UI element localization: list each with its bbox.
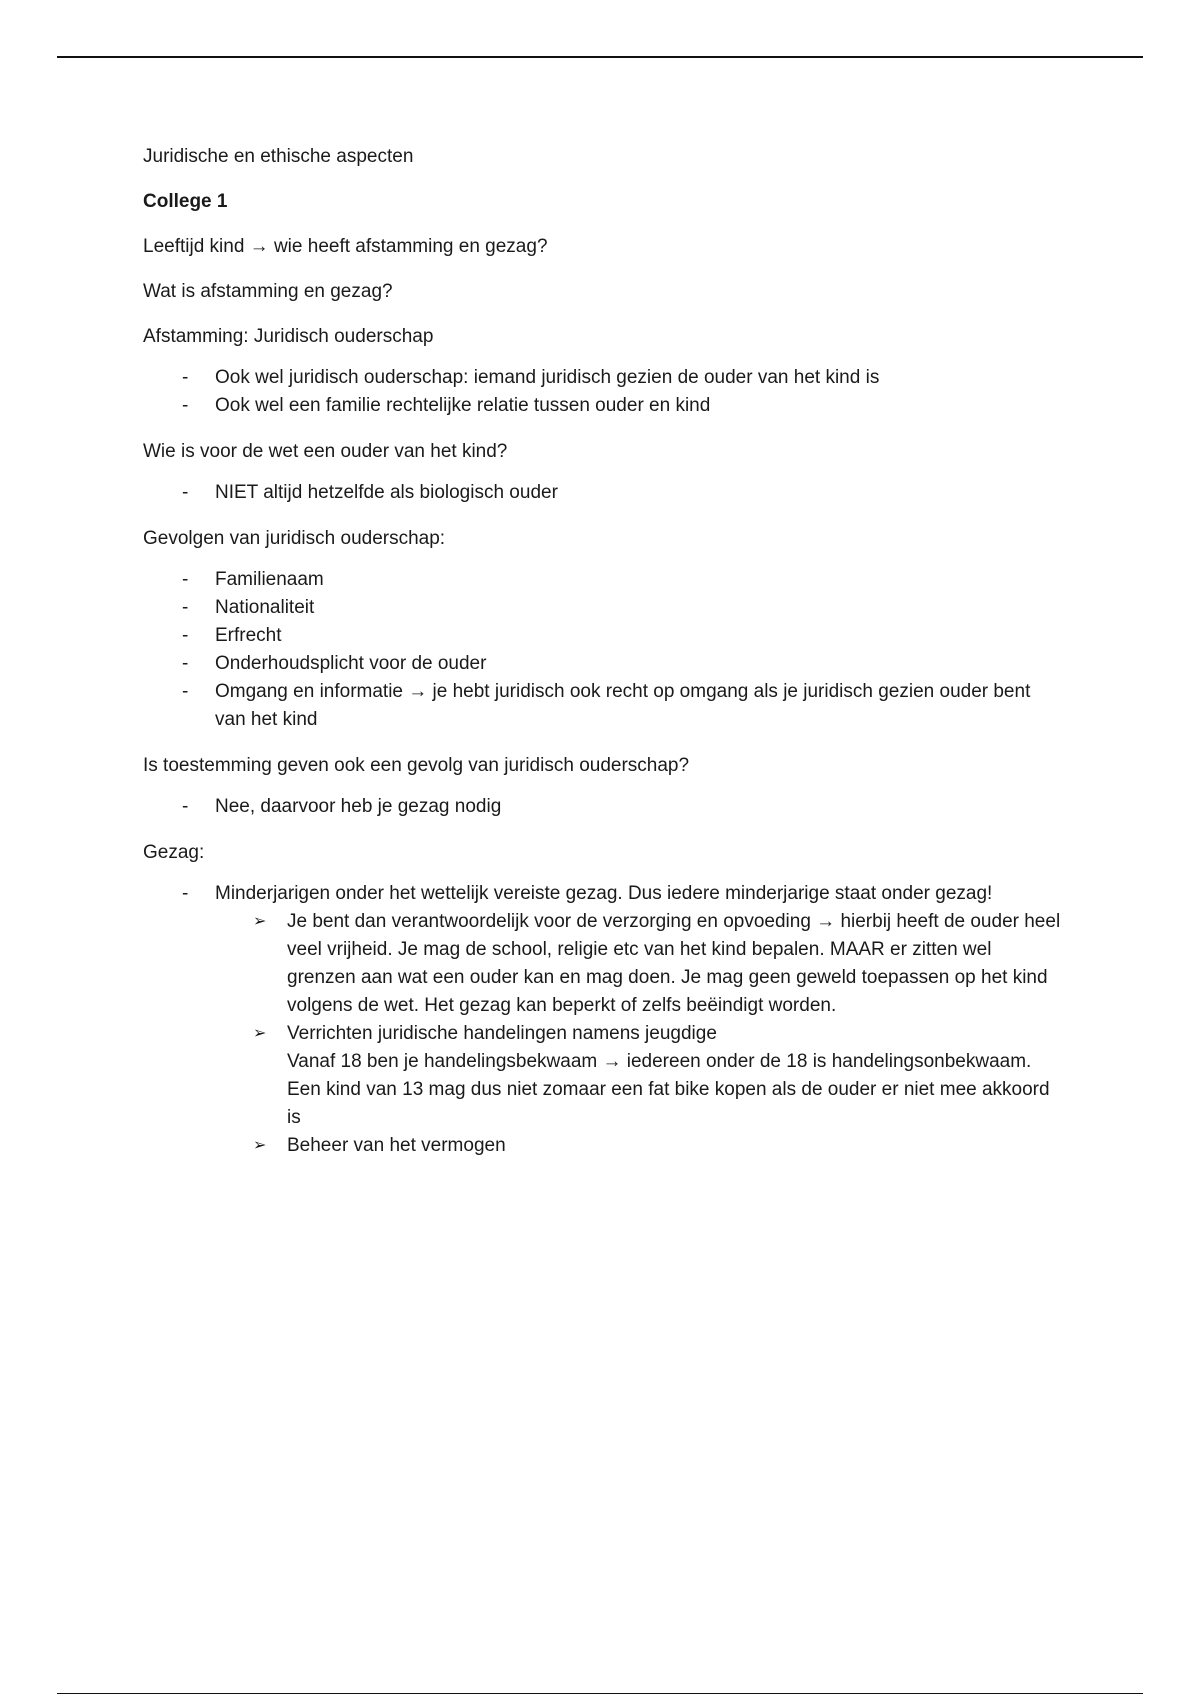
list-item: - Omgang en informatie → je hebt juridisch ook recht op omgang als je juridisch gezien ouder bent van het kind	[143, 678, 1063, 734]
list-item: - NIET altijd hetzelfde als biologisch ouder	[143, 479, 1063, 507]
gevolgen-list	[143, 566, 1063, 734]
list-item: - Nationaliteit	[143, 594, 1063, 622]
sub-list-item	[253, 1132, 1063, 1160]
list-item: - Nee, daarvoor heb je gezag nodig	[143, 793, 1063, 821]
question-leeftijd: Leeftijd kind → wie heeft afstamming en gezag?	[143, 236, 548, 257]
sub-item-text: Een kind van 13 mag dus niet zomaar een fat bike kopen als de ouder er niet mee akkoord is	[287, 1079, 1050, 1128]
list-item: - Familienaam	[143, 566, 1063, 594]
sub-item-text: Vanaf 18 ben je handelingsbekwaam → iedereen onder de 18 is handelingsonbekwaam.	[287, 1051, 1032, 1072]
list-item: - Onderhoudsplicht voor de ouder	[143, 650, 1063, 678]
wie-list	[143, 479, 1063, 507]
list-item: - Erfrecht	[143, 622, 1063, 650]
sub-item-text: Verrichten juridische handelingen namens jeugdige	[287, 1023, 717, 1044]
sub-item-text: Je bent dan verantwoordelijk voor de verzorging en opvoeding → hierbij heeft de ouder heel veel vrijheid. Je mag de school, religie etc van het kind bepalen. MAAR er zitten wel grenzen aan wat een ouder kan en mag doen. Je mag geen geweld toepassen op het kind volgens de wet. Het gezag kan beperkt of zelfs beëindigt worden.	[287, 911, 1061, 1016]
footer-rule	[57, 1693, 1143, 1694]
document-body	[143, 143, 1063, 1178]
sub-list-item	[253, 908, 1063, 1020]
toestemming-question: Is toestemming geven ook een gevolg van juridisch ouderschap?	[143, 755, 690, 776]
gezag-item-text: Minderjarigen onder het wettelijk vereiste gezag. Dus iedere minderjarige staat onder gezag!	[215, 883, 993, 904]
gevolgen-title: Gevolgen van juridisch ouderschap:	[143, 528, 446, 549]
sub-item-text: Beheer van het vermogen	[287, 1135, 506, 1156]
document-heading: Juridische en ethische aspecten	[143, 146, 414, 167]
college-title: College 1	[143, 191, 228, 212]
arrow-bullet-icon: ➢	[253, 1137, 267, 1154]
gezag-list	[143, 880, 1063, 1160]
gezag-title: Gezag:	[143, 842, 205, 863]
header-rule	[57, 56, 1143, 58]
afstamming-list	[143, 364, 1063, 420]
arrow-bullet-icon: ➢	[253, 1025, 267, 1042]
gezag-sublist	[215, 908, 1063, 1160]
toestemming-list	[143, 793, 1063, 821]
list-item: - Ook wel een familie rechtelijke relatie tussen ouder en kind	[143, 392, 1063, 420]
sub-list-item	[253, 1020, 1063, 1132]
gezag-item	[143, 880, 1063, 1160]
arrow-bullet-icon: ➢	[253, 913, 267, 930]
wie-question: Wie is voor de wet een ouder van het kind?	[143, 441, 508, 462]
list-item: - Ook wel juridisch ouderschap: iemand juridisch gezien de ouder van het kind is	[143, 364, 1063, 392]
afstamming-title: Afstamming: Juridisch ouderschap	[143, 326, 434, 347]
question-afstamming-gezag: Wat is afstamming en gezag?	[143, 281, 393, 302]
